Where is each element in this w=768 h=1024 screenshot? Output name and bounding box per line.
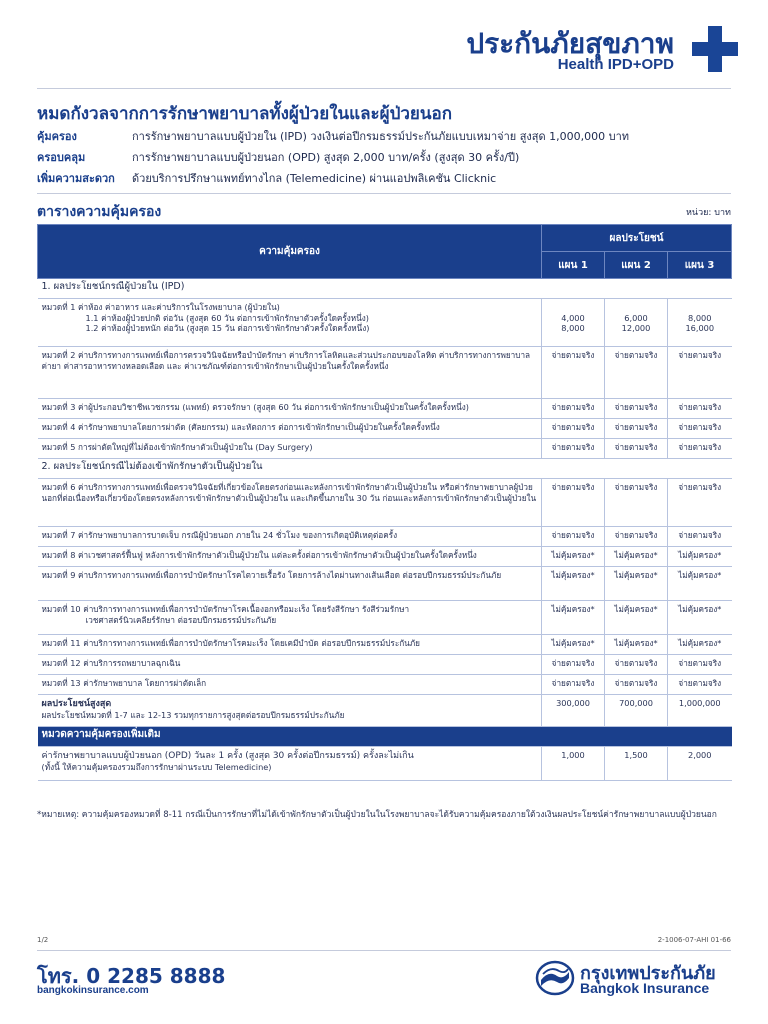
plan3-value: จ่ายตามจริง <box>668 479 732 527</box>
table-row <box>38 527 732 547</box>
plan2-value: 12,000 <box>621 323 651 333</box>
info-key: ครอบคลุม <box>37 151 86 164</box>
row-text: หมวดที่ 13 ค่ารักษาพยาบาล โดยการผ่าตัดเล็ก <box>38 675 542 695</box>
plan1-value: ไม่คุ้มครอง* <box>542 601 605 635</box>
page-headline: หมดกังวลจากการรักษาพยาบาลทั้งผู้ป่วยในและผู้ป่วยนอก <box>37 104 452 124</box>
table-row <box>38 655 732 675</box>
section-title: ตารางความคุ้มครอง <box>37 204 162 220</box>
plan3-value: จ่ายตามจริง <box>668 527 732 547</box>
footnote: *หมายเหตุ: ความคุ้มครองหมวดที่ 8-11 กรณีเป็นการรักษาที่ไม่ได้เข้าพักรักษาตัวเป็นผู้ป่วยในในโรงพยาบาลจะได้รับความคุ้มครองภายใต้วงเงินผลประโยชน์ค่ารักษาพยาบาลแบบผู้ป่วยนอก <box>37 810 717 820</box>
table-row <box>38 567 732 601</box>
info-divider <box>37 193 731 194</box>
plan3-value: 1,000,000 <box>668 695 732 727</box>
row-text: (ทั้งนี้ ให้ความคุ้มครองรวมถึงการรักษาผ่านระบบ Telemedicine) <box>41 761 272 772</box>
plan2-value: จ่ายตามจริง <box>605 675 668 695</box>
footer-divider <box>37 950 731 951</box>
plan1-value: จ่ายตามจริง <box>542 347 605 399</box>
plan2-value: 6,000 <box>624 312 648 323</box>
plan2-value: ไม่คุ้มครอง* <box>605 635 668 655</box>
max-benefit-row <box>38 695 732 727</box>
plan3-value: จ่ายตามจริง <box>668 655 732 675</box>
plan3-value: จ่ายตามจริง <box>668 347 732 399</box>
row-text: 1.2 ค่าห้องผู้ป่วยหนัก ต่อวัน (สูงสุด 15 วัน ต่อการเข้าพักรักษาตัวครั้งใดครั้งหนึ่ง) <box>85 323 370 333</box>
table-row <box>38 479 732 527</box>
plan1-value: 300,000 <box>542 695 605 727</box>
info-value: การรักษาพยาบาลแบบผู้ป่วยใน (IPD) วงเงินต่อปีกรมธรรม์ประกันภัยแบบเหมาจ่าย สูงสุด 1,000,000 บาท <box>132 130 630 143</box>
plan3-value: ไม่คุ้มครอง* <box>668 601 732 635</box>
plan3-value: จ่ายตามจริง <box>668 399 732 419</box>
info-value: การรักษาพยาบาลแบบผู้ป่วยนอก (OPD) สูงสุด 2,000 บาท/ครั้ง (สูงสุด 30 ครั้ง/ปี) <box>132 151 520 164</box>
plan2-value: 700,000 <box>605 695 668 727</box>
plan1-value: 4,000 <box>561 312 585 323</box>
plan3-value: 16,000 <box>685 323 715 333</box>
header-plan-1: แผน 1 <box>542 252 605 279</box>
plan2-value: จ่ายตามจริง <box>605 347 668 399</box>
plan2-value: จ่ายตามจริง <box>605 419 668 439</box>
row-text: ค่ารักษาพยาบาลแบบผู้ป่วยนอก (OPD) วันละ 1 ครั้ง (สูงสุด 30 ครั้งต่อปีกรมธรรม์) ครั้งละไม่เกิน <box>41 751 414 761</box>
plan3-value: ไม่คุ้มครอง* <box>668 547 732 567</box>
brand-title-thai: ประกันภัยสุขภาพ <box>466 27 674 60</box>
header-plan-3: แผน 3 <box>668 252 732 279</box>
opd-row <box>38 747 732 781</box>
header-benefit: ผลประโยชน์ <box>542 225 732 252</box>
plan2-value: 1,500 <box>605 747 668 781</box>
row-text: หมวดที่ 10 ค่าบริการทางการแพทย์เพื่อการบำบัดรักษาโรคเนื้องอกหรือมะเร็ง โดยรังสีรักษา รังสีร่วมรักษา <box>41 604 410 614</box>
row-text: หมวดที่ 4 ค่ารักษาพยาบาลโดยการผ่าตัด (ศัลยกรรม) และหัตถการ ต่อการเข้าพักรักษาเป็นผู้ป่วยในครั้งใดครั้งหนึ่ง <box>38 419 542 439</box>
phone-number: โทร. 0 2285 8888 <box>37 964 226 988</box>
table-row <box>38 419 732 439</box>
row-text: หมวดที่ 11 ค่าบริการทางการแพทย์เพื่อการบำบัดรักษาโรคมะเร็ง โดยเคมีบำบัด ต่อรอบปีกรมธรรม์ประกันภัย <box>38 635 542 655</box>
row-text: หมวดที่ 9 ค่าบริการทางการแพทย์เพื่อการบำบัดรักษาโรคไตวายเรื้อรัง โดยการล้างไตผ่านทางเส้นเลือด ต่อรอบปีกรมธรรม์ประกันภัย <box>38 567 542 601</box>
page-number: 1/2 <box>37 936 49 944</box>
plan3-value: 8,000 <box>688 312 712 323</box>
info-key: เพิ่มความสะดวก <box>37 172 115 185</box>
plan1-value: จ่ายตามจริง <box>542 675 605 695</box>
plan1-value: จ่ายตามจริง <box>542 527 605 547</box>
table-row <box>38 399 732 419</box>
plan2-value: จ่ายตามจริง <box>605 439 668 459</box>
brand-name-thai: กรุงเทพประกันภัย <box>580 963 716 984</box>
row-text: หมวดที่ 12 ค่าบริการรถพยาบาลฉุกเฉิน <box>38 655 542 675</box>
info-key: คุ้มครอง <box>37 130 77 143</box>
plan1-value: ไม่คุ้มครอง* <box>542 567 605 601</box>
plan2-value: ไม่คุ้มครอง* <box>605 547 668 567</box>
plan3-value: จ่ายตามจริง <box>668 675 732 695</box>
category-non-ipd: 2. ผลประโยชน์กรณีไม่ต้องเข้าพักรักษาตัวเป็นผู้ป่วยใน <box>38 459 732 479</box>
row-text: หมวดที่ 5 การผ่าตัดใหญ่ที่ไม่ต้องเข้าพักรักษาตัวเป็นผู้ป่วยใน (Day Surgery) <box>38 439 542 459</box>
plan3-value: จ่ายตามจริง <box>668 439 732 459</box>
table-row <box>38 675 732 695</box>
plan2-value: ไม่คุ้มครอง* <box>605 601 668 635</box>
row-text: หมวดที่ 6 ค่าบริการทางการแพทย์เพื่อตรวจวินิจฉัยที่เกี่ยวข้องโดยตรงก่อนและหลังการเข้าพักรักษาตัวเป็นผู้ป่วยใน หรือค่ารักษาพยาบาลผู้ป่วยนอกที่ต่อเนื่องหรือเกี่ยวข้องโดยตรงหลังการเข้าพักรักษาตัวเป็นผู้ป่วยใน และเกิดขึ้นภายใน 30 วัน ก่อนและหลังการเข้าพักรักษาตัวเป็นผู้ป่วยใน <box>38 479 542 527</box>
max-benefit-subtitle: ผลประโยชน์หมวดที่ 1-7 และ 12-13 รวมทุกรายการสูงสุดต่อรอบปีกรมธรรม์ประกันภัย <box>41 709 345 720</box>
plan2-value: จ่ายตามจริง <box>605 479 668 527</box>
plan3-value: 2,000 <box>668 747 732 781</box>
plan2-value: จ่ายตามจริง <box>605 655 668 675</box>
row-text: หมวดที่ 2 ค่าบริการทางการแพทย์เพื่อการตรวจวินิจฉัยหรือบำบัดรักษา ค่าบริการโลหิตและส่วนประกอบของโลหิต ค่าบริการทางการพยาบาล ค่ายา ค่าสารอาหารทางหลอดเลือด และ ค่าเวชภัณฑ์ต่อการเข้าพักรักษาเป็นผู้ป่วยในครั้งใดครั้งหนึ่ง <box>38 347 542 399</box>
website-link[interactable]: bangkokinsurance.com <box>37 985 149 996</box>
header-coverage: ความคุ้มครอง <box>38 225 542 279</box>
plan1-value: จ่ายตามจริง <box>542 399 605 419</box>
max-benefit-title: ผลประโยชน์สูงสุด <box>41 699 112 709</box>
plan2-value: จ่ายตามจริง <box>605 399 668 419</box>
coverage-table <box>37 224 732 781</box>
row-text: 1.1 ค่าห้องผู้ป่วยปกติ ต่อวัน (สูงสุด 60 วัน ต่อการเข้าพักรักษาตัวครั้งใดครั้งหนึ่ง) <box>85 312 369 323</box>
plan1-value: จ่ายตามจริง <box>542 479 605 527</box>
plan3-value: จ่ายตามจริง <box>668 419 732 439</box>
table-row <box>38 347 732 399</box>
plan1-value: จ่ายตามจริง <box>542 655 605 675</box>
header-divider <box>37 88 731 89</box>
plan1-value: จ่ายตามจริง <box>542 419 605 439</box>
row-text: หมวดที่ 7 ค่ารักษาพยาบาลการบาดเจ็บ กรณีผู้ป่วยนอก ภายใน 24 ชั่วโมง ของการเกิดอุบัติเหตุต่อครั้ง <box>38 527 542 547</box>
unit-label: หน่วย: บาท <box>685 208 731 218</box>
health-cross-icon <box>692 26 738 72</box>
table-row <box>38 299 732 347</box>
row-text: หมวดที่ 3 ค่าผู้ประกอบวิชาชีพเวชกรรม (แพทย์) ตรวจรักษา (สูงสุด 60 วัน ต่อการเข้าพักรักษาเป็นผู้ป่วยในครั้งใดครั้งหนึ่ง) <box>38 399 542 419</box>
category-ipd: 1. ผลประโยชน์กรณีผู้ป่วยใน (IPD) <box>38 279 732 299</box>
table-row <box>38 547 732 567</box>
row-text: หมวดที่ 8 ค่าเวชศาสตร์ฟื้นฟู หลังการเข้าพักรักษาตัวเป็นผู้ป่วยใน แต่ละครั้งต่อการเข้าพักรักษาตัวเป็นผู้ป่วยในครั้งใดครั้งหนึ่ง <box>38 547 542 567</box>
plan1-value: 1,000 <box>542 747 605 781</box>
row-text: หมวดที่ 1 ค่าห้อง ค่าอาหาร และค่าบริการในโรงพยาบาล (ผู้ป่วยใน) <box>41 302 280 312</box>
plan3-value: ไม่คุ้มครอง* <box>668 567 732 601</box>
plan3-value: ไม่คุ้มครอง* <box>668 635 732 655</box>
plan1-value: จ่ายตามจริง <box>542 439 605 459</box>
plan2-value: ไม่คุ้มครอง* <box>605 567 668 601</box>
row-text: เวชศาสตร์นิวเคลียร์รักษา ต่อรอบปีกรมธรรม์ประกันภัย <box>85 614 277 625</box>
extra-coverage-header: หมวดความคุ้มครองเพิ่มเติม <box>38 727 732 747</box>
table-row <box>38 439 732 459</box>
bangkok-insurance-logo-icon <box>535 960 575 996</box>
brand-name-english: Bangkok Insurance <box>580 980 710 996</box>
brand-title-english: Health IPD+OPD <box>557 56 674 73</box>
plan1-value: ไม่คุ้มครอง* <box>542 547 605 567</box>
table-row <box>38 601 732 635</box>
plan2-value: จ่ายตามจริง <box>605 527 668 547</box>
plan1-value: ไม่คุ้มครอง* <box>542 635 605 655</box>
header-plan-2: แผน 2 <box>605 252 668 279</box>
table-row <box>38 635 732 655</box>
plan1-value: 8,000 <box>561 323 585 333</box>
info-value: ด้วยบริการปรึกษาแพทย์ทางไกล (Telemedicine) ผ่านแอปพลิเคชัน Clicknic <box>132 172 497 185</box>
document-code: 2-1006-07-AHI 01-66 <box>657 936 731 944</box>
